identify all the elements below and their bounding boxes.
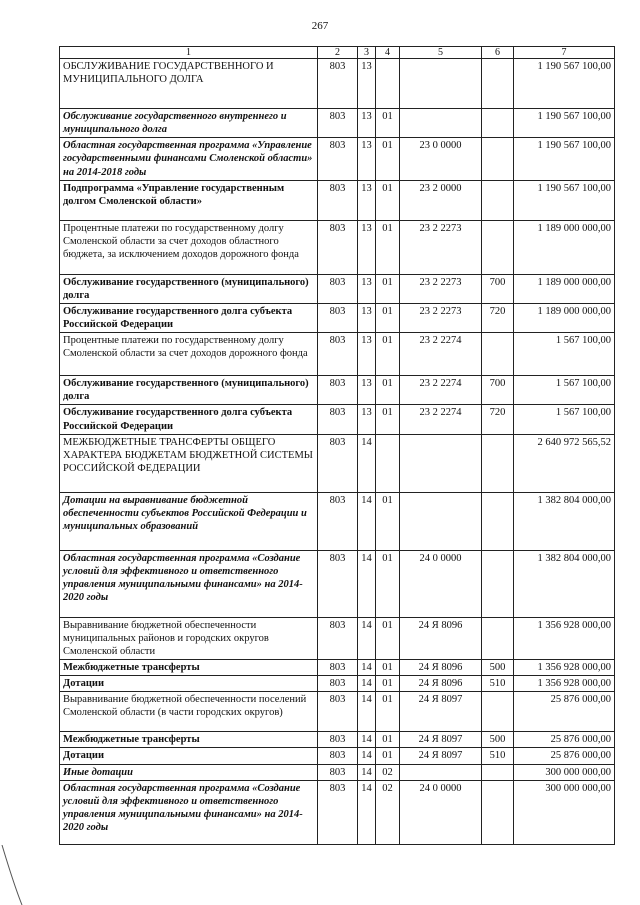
row-code-cell: 803	[318, 764, 358, 780]
row-section-cell: 13	[358, 333, 376, 376]
row-target-cell	[400, 59, 482, 109]
row-code-cell: 803	[318, 220, 358, 274]
row-section-cell: 13	[358, 180, 376, 220]
row-expense-type-cell	[482, 492, 514, 550]
row-amount-cell: 1 356 928 000,00	[514, 676, 615, 692]
row-amount-cell: 1 567 100,00	[514, 333, 615, 376]
table-row	[60, 138, 615, 180]
row-subsection-cell: 02	[376, 764, 400, 780]
row-name-cell: Процентные платежи по государственному долгу Смоленской области за счет доходов областного бюджета, за исключением доходов дорожного фонда	[60, 220, 318, 274]
row-amount-cell: 1 382 804 000,00	[514, 492, 615, 550]
row-code-cell: 803	[318, 692, 358, 732]
row-amount-cell: 300 000 000,00	[514, 780, 615, 844]
table-row	[60, 220, 615, 274]
row-expense-type-cell: 510	[482, 748, 514, 764]
table-row	[60, 303, 615, 332]
row-target-cell: 23 2 0000	[400, 180, 482, 220]
row-name-cell: Подпрограмма «Управление государственным долгом Смоленской области»	[60, 180, 318, 220]
row-name-cell: Обслуживание государственного внутреннего и муниципального долга	[60, 109, 318, 138]
row-amount-cell: 1 190 567 100,00	[514, 138, 615, 180]
row-section-cell: 14	[358, 748, 376, 764]
row-expense-type-cell: 700	[482, 274, 514, 303]
row-section-cell: 13	[358, 220, 376, 274]
row-code-cell: 803	[318, 274, 358, 303]
row-target-cell	[400, 109, 482, 138]
row-name-cell: Обслуживание государственного долга субъекта Российской Федерации	[60, 303, 318, 332]
row-expense-type-cell	[482, 333, 514, 376]
table-row	[60, 617, 615, 659]
row-expense-type-cell: 720	[482, 405, 514, 434]
row-target-cell: 24 0 0000	[400, 550, 482, 617]
table-row	[60, 732, 615, 748]
row-name-cell: Обслуживание государственного (муниципального) долга	[60, 376, 318, 405]
row-section-cell: 14	[358, 764, 376, 780]
row-code-cell: 803	[318, 550, 358, 617]
row-subsection-cell: 01	[376, 405, 400, 434]
row-expense-type-cell: 720	[482, 303, 514, 332]
row-code-cell: 803	[318, 180, 358, 220]
row-subsection-cell: 01	[376, 550, 400, 617]
row-subsection-cell: 01	[376, 303, 400, 332]
row-code-cell: 803	[318, 303, 358, 332]
row-expense-type-cell: 700	[482, 376, 514, 405]
row-code-cell: 803	[318, 732, 358, 748]
row-target-cell: 23 2 2274	[400, 405, 482, 434]
row-name-cell: МЕЖБЮДЖЕТНЫЕ ТРАНСФЕРТЫ ОБЩЕГО ХАРАКТЕРА БЮДЖЕТАМ БЮДЖЕТНОЙ СИСТЕМЫ РОССИЙСКОЙ ФЕДЕРАЦИИ	[60, 434, 318, 492]
row-subsection-cell: 01	[376, 732, 400, 748]
row-amount-cell: 1 356 928 000,00	[514, 660, 615, 676]
row-subsection-cell: 01	[376, 274, 400, 303]
row-section-cell: 14	[358, 550, 376, 617]
row-amount-cell: 1 189 000 000,00	[514, 220, 615, 274]
row-target-cell: 24 Я 8097	[400, 748, 482, 764]
row-name-cell: Областная государственная программа «Создание условий для эффективного и ответственного управления муниципальными финансами» на 2014-2020 годы	[60, 550, 318, 617]
row-section-cell: 14	[358, 732, 376, 748]
row-expense-type-cell	[482, 550, 514, 617]
table-row	[60, 676, 615, 692]
page-number: 267	[311, 20, 329, 32]
row-target-cell	[400, 492, 482, 550]
row-expense-type-cell	[482, 180, 514, 220]
table-row	[60, 692, 615, 732]
row-target-cell: 24 Я 8096	[400, 676, 482, 692]
row-subsection-cell: 01	[376, 109, 400, 138]
row-target-cell: 24 Я 8097	[400, 732, 482, 748]
row-expense-type-cell	[482, 780, 514, 844]
row-expense-type-cell	[482, 617, 514, 659]
row-name-cell: Процентные платежи по государственному долгу Смоленской области за счет доходов дорожного фонда	[60, 333, 318, 376]
row-expense-type-cell	[482, 434, 514, 492]
row-target-cell: 23 0 0000	[400, 138, 482, 180]
row-code-cell: 803	[318, 492, 358, 550]
table-row	[60, 59, 615, 109]
col-header-7: 7	[514, 47, 615, 59]
header-row	[60, 47, 615, 59]
row-expense-type-cell: 510	[482, 676, 514, 692]
row-section-cell: 14	[358, 676, 376, 692]
row-subsection-cell: 01	[376, 376, 400, 405]
row-code-cell: 803	[318, 617, 358, 659]
row-code-cell: 803	[318, 660, 358, 676]
scan-edge-line	[0, 845, 40, 905]
table-row	[60, 764, 615, 780]
row-subsection-cell: 01	[376, 220, 400, 274]
row-section-cell: 14	[358, 492, 376, 550]
row-code-cell: 803	[318, 109, 358, 138]
row-amount-cell: 25 876 000,00	[514, 748, 615, 764]
row-subsection-cell: 01	[376, 492, 400, 550]
row-section-cell: 13	[358, 303, 376, 332]
row-name-cell: Дотации	[60, 748, 318, 764]
row-target-cell: 23 2 2274	[400, 376, 482, 405]
row-section-cell: 13	[358, 376, 376, 405]
row-code-cell: 803	[318, 333, 358, 376]
row-name-cell: Обслуживание государственного долга субъекта Российской Федерации	[60, 405, 318, 434]
col-header-3: 3	[358, 47, 376, 59]
row-amount-cell: 1 189 000 000,00	[514, 303, 615, 332]
row-subsection-cell: 01	[376, 333, 400, 376]
table-body	[60, 59, 615, 845]
row-section-cell: 14	[358, 617, 376, 659]
row-subsection-cell: 01	[376, 138, 400, 180]
row-name-cell: Иные дотации	[60, 764, 318, 780]
table-row	[60, 550, 615, 617]
row-expense-type-cell	[482, 59, 514, 109]
row-amount-cell: 1 189 000 000,00	[514, 274, 615, 303]
row-section-cell: 13	[358, 109, 376, 138]
row-target-cell: 24 Я 8096	[400, 617, 482, 659]
row-subsection-cell: 01	[376, 180, 400, 220]
row-subsection-cell: 01	[376, 660, 400, 676]
row-name-cell: Выравнивание бюджетной обеспеченности поселений Смоленской области (в части городских округов)	[60, 692, 318, 732]
row-target-cell: 24 Я 8096	[400, 660, 482, 676]
row-target-cell	[400, 764, 482, 780]
row-subsection-cell: 01	[376, 748, 400, 764]
row-section-cell: 13	[358, 274, 376, 303]
row-amount-cell: 1 356 928 000,00	[514, 617, 615, 659]
row-amount-cell: 1 190 567 100,00	[514, 109, 615, 138]
row-section-cell: 14	[358, 660, 376, 676]
row-name-cell: Выравнивание бюджетной обеспеченности муниципальных районов и городских округов Смоленской области	[60, 617, 318, 659]
row-name-cell: Межбюджетные трансферты	[60, 660, 318, 676]
row-target-cell	[400, 434, 482, 492]
row-code-cell: 803	[318, 376, 358, 405]
row-section-cell: 13	[358, 59, 376, 109]
table-row	[60, 376, 615, 405]
row-amount-cell: 1 382 804 000,00	[514, 550, 615, 617]
row-expense-type-cell	[482, 138, 514, 180]
row-amount-cell: 300 000 000,00	[514, 764, 615, 780]
row-target-cell: 23 2 2273	[400, 220, 482, 274]
row-code-cell: 803	[318, 748, 358, 764]
row-section-cell: 14	[358, 434, 376, 492]
row-amount-cell: 1 567 100,00	[514, 376, 615, 405]
table-row	[60, 660, 615, 676]
row-code-cell: 803	[318, 676, 358, 692]
table-row	[60, 333, 615, 376]
row-section-cell: 13	[358, 405, 376, 434]
row-subsection-cell: 01	[376, 676, 400, 692]
row-subsection-cell	[376, 59, 400, 109]
row-expense-type-cell	[482, 692, 514, 732]
col-header-2: 2	[318, 47, 358, 59]
row-name-cell: Дотации	[60, 676, 318, 692]
col-header-5: 5	[400, 47, 482, 59]
row-name-cell: ОБСЛУЖИВАНИЕ ГОСУДАРСТВЕННОГО И МУНИЦИПАЛЬНОГО ДОЛГА	[60, 59, 318, 109]
table-row	[60, 434, 615, 492]
row-subsection-cell: 01	[376, 692, 400, 732]
row-target-cell: 23 2 2273	[400, 274, 482, 303]
row-expense-type-cell	[482, 220, 514, 274]
row-target-cell: 24 0 0000	[400, 780, 482, 844]
table-row	[60, 405, 615, 434]
row-expense-type-cell: 500	[482, 660, 514, 676]
row-code-cell: 803	[318, 59, 358, 109]
row-subsection-cell	[376, 434, 400, 492]
table-row	[60, 109, 615, 138]
budget-table	[59, 46, 615, 845]
row-name-cell: Межбюджетные трансферты	[60, 732, 318, 748]
row-expense-type-cell: 500	[482, 732, 514, 748]
row-code-cell: 803	[318, 138, 358, 180]
row-name-cell: Областная государственная программа «Создание условий для эффективного и ответственного управления муниципальными финансами» на 2014-2020 годы	[60, 780, 318, 844]
row-subsection-cell: 02	[376, 780, 400, 844]
col-header-1: 1	[60, 47, 318, 59]
row-section-cell: 13	[358, 138, 376, 180]
col-header-4: 4	[376, 47, 400, 59]
row-expense-type-cell	[482, 764, 514, 780]
row-target-cell: 24 Я 8097	[400, 692, 482, 732]
row-target-cell: 23 2 2274	[400, 333, 482, 376]
row-code-cell: 803	[318, 434, 358, 492]
row-name-cell: Областная государственная программа «Управление государственными финансами Смоленской области» на 2014-2018 годы	[60, 138, 318, 180]
row-name-cell: Дотации на выравнивание бюджетной обеспеченности субъектов Российской Федерации и муниципальных образований	[60, 492, 318, 550]
row-subsection-cell: 01	[376, 617, 400, 659]
table-row	[60, 780, 615, 844]
row-amount-cell: 1 190 567 100,00	[514, 180, 615, 220]
row-amount-cell: 25 876 000,00	[514, 692, 615, 732]
table-row	[60, 492, 615, 550]
row-amount-cell: 1 190 567 100,00	[514, 59, 615, 109]
table-row	[60, 180, 615, 220]
row-expense-type-cell	[482, 109, 514, 138]
table-row	[60, 748, 615, 764]
row-code-cell: 803	[318, 405, 358, 434]
row-name-cell: Обслуживание государственного (муниципального) долга	[60, 274, 318, 303]
row-code-cell: 803	[318, 780, 358, 844]
row-amount-cell: 2 640 972 565,52	[514, 434, 615, 492]
row-section-cell: 14	[358, 780, 376, 844]
row-amount-cell: 1 567 100,00	[514, 405, 615, 434]
row-amount-cell: 25 876 000,00	[514, 732, 615, 748]
row-section-cell: 14	[358, 692, 376, 732]
table-row	[60, 274, 615, 303]
col-header-6: 6	[482, 47, 514, 59]
row-target-cell: 23 2 2273	[400, 303, 482, 332]
